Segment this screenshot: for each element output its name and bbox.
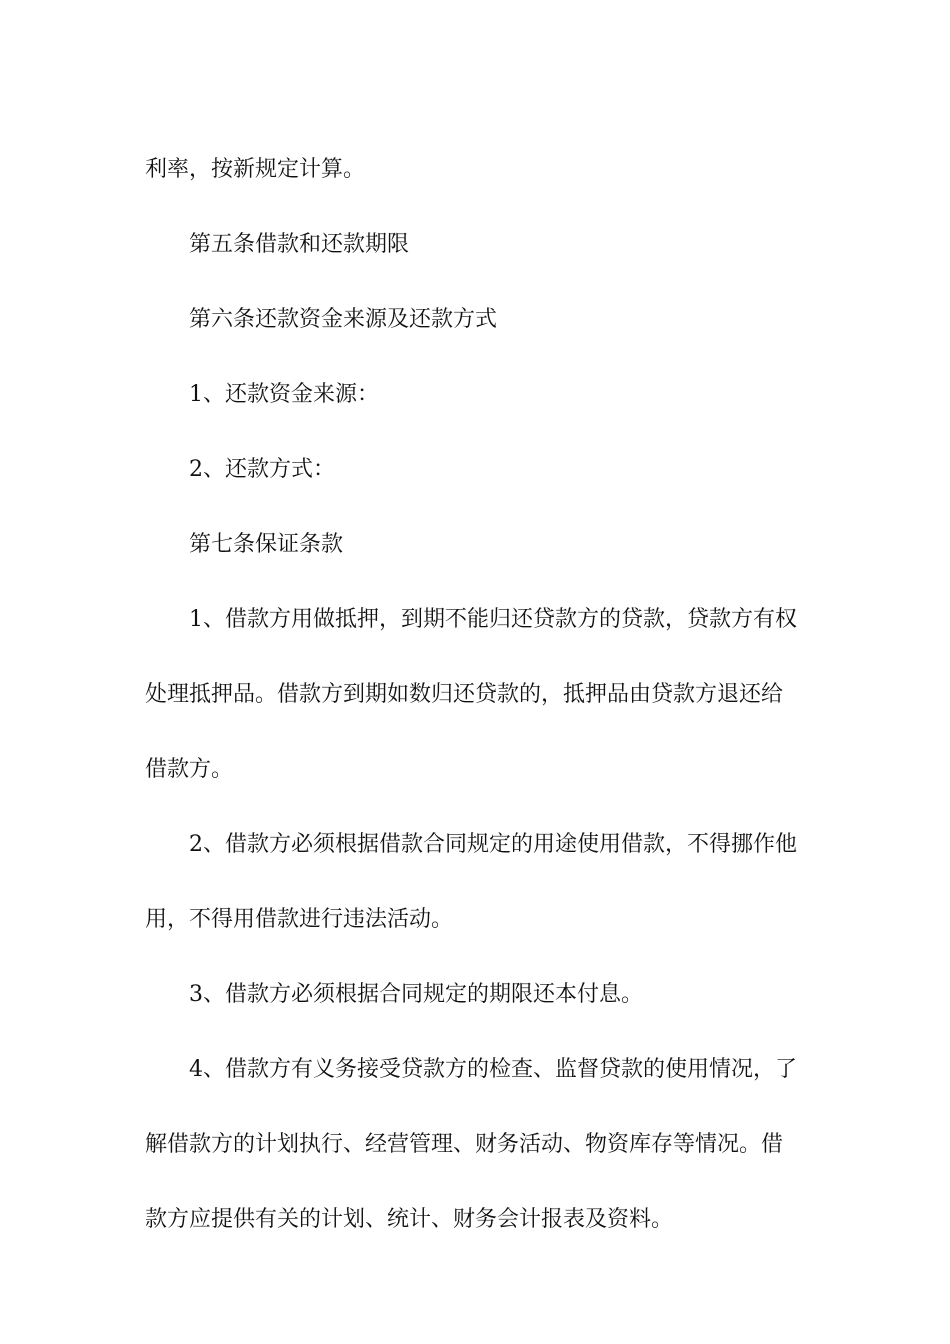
article-6-heading: 第六条还款资金来源及还款方式 xyxy=(189,307,498,332)
text-line-continuation: 利率，按新规定计算。 xyxy=(145,157,366,182)
repayment-method-item: 2、还款方式： xyxy=(189,457,335,482)
guarantee-clause-1-line-2: 处理抵押品。借款方到期如数归还贷款的，抵押品由贷款方退还给 xyxy=(145,682,784,707)
document-body xyxy=(145,132,810,1257)
guarantee-clause-4-line-2: 解借款方的计划执行、经营管理、财务活动、物资库存等情况。借 xyxy=(145,1132,784,1157)
guarantee-clause-4-line-3: 款方应提供有关的计划、统计、财务会计报表及资料。 xyxy=(145,1207,674,1232)
repayment-source-item: 1、还款资金来源： xyxy=(189,382,379,407)
guarantee-clause-1-line-1: 1、借款方用做抵押，到期不能归还贷款方的贷款，贷款方有权 xyxy=(189,607,797,632)
guarantee-clause-1-line-3: 借款方。 xyxy=(145,757,234,782)
guarantee-clause-4-line-1: 4、借款方有义务接受贷款方的检查、监督贷款的使用情况，了 xyxy=(189,1057,797,1082)
article-7-heading: 第七条保证条款 xyxy=(189,532,344,557)
guarantee-clause-2-line-1: 2、借款方必须根据借款合同规定的用途使用借款，不得挪作他 xyxy=(189,832,797,857)
article-5-heading: 第五条借款和还款期限 xyxy=(189,232,410,257)
guarantee-clause-3: 3、借款方必须根据合同规定的期限还本付息。 xyxy=(189,982,643,1007)
guarantee-clause-2-line-2: 用，不得用借款进行违法活动。 xyxy=(145,907,454,932)
